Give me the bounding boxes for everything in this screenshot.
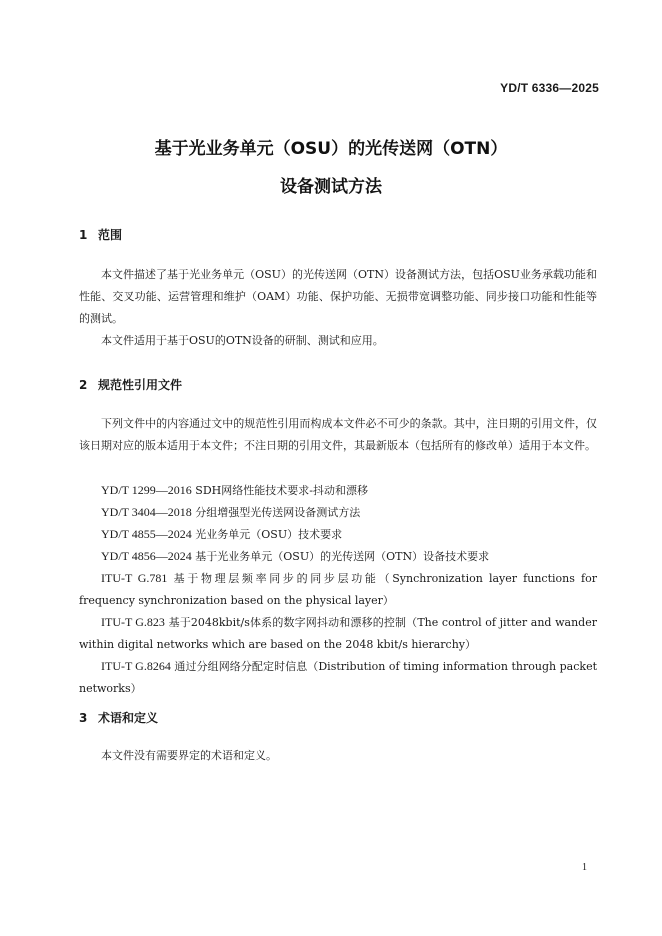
reference-title: 光业务单元（OSU）技术要求 bbox=[195, 528, 343, 541]
section-3-heading bbox=[79, 709, 158, 726]
reference-title: 分组增强型光传送网设备测试方法 bbox=[195, 506, 361, 519]
section-1-heading bbox=[79, 226, 122, 243]
reference-code: YD/T 4856—2024 bbox=[101, 549, 192, 563]
reference-item bbox=[79, 523, 597, 546]
reference-code: ITU-T G.823 bbox=[101, 615, 165, 629]
reference-title: 基于2048kbit/s体系的数字网抖动和漂移的控制（The control of jitter and wander within digital networks which are based on the 2048 kbit/s hierarchy） bbox=[79, 616, 597, 651]
reference-code: YD/T 1299—2016 bbox=[101, 483, 192, 497]
section-1-paragraph-2: 本文件适用于基于OSU的OTN设备的研制、测试和应用。 bbox=[101, 334, 384, 347]
reference-code: ITU-T G.8264 bbox=[101, 659, 171, 673]
section-3-paragraph-1: 本文件没有需要界定的术语和定义。 bbox=[101, 749, 277, 762]
section-number: 1 bbox=[79, 228, 88, 242]
reference-code: YD/T 4855—2024 bbox=[101, 527, 192, 541]
reference-title: 基于物理层频率同步的同步层功能（Synchronization layer functions for frequency synchronization based on the physical layer） bbox=[79, 572, 597, 607]
reference-title: SDH网络性能技术要求-抖动和漂移 bbox=[195, 484, 368, 497]
reference-item bbox=[79, 479, 597, 502]
section-1-paragraph-1: 本文件描述了基于光业务单元（OSU）的光传送网（OTN）设备测试方法，包括OSU业务承载功能和性能、交叉功能、运营管理和维护（OAM）功能、保护功能、无损带宽调整功能、同步接口功能和性能等的测试。 bbox=[79, 268, 597, 325]
document-title-line2: 设备测试方法 bbox=[280, 177, 382, 197]
reference-title: 基于光业务单元（OSU）的光传送网（OTN）设备技术要求 bbox=[195, 550, 490, 563]
document-title-line1: 基于光业务单元（OSU）的光传送网（OTN） bbox=[154, 139, 508, 159]
section-2-heading bbox=[79, 376, 182, 393]
reference-item bbox=[79, 611, 597, 656]
section-title: 范围 bbox=[98, 228, 123, 242]
section-2-intro: 下列文件中的内容通过文中的规范性引用而构成本文件必不可少的条款。其中，注日期的引用文件，仅该日期对应的版本适用于本文件；不注日期的引用文件，其最新版本（包括所有的修改单）适用于本文件。 bbox=[79, 417, 597, 452]
page-number: 1 bbox=[582, 862, 587, 873]
section-number: 3 bbox=[79, 711, 88, 725]
reference-code: ITU-T G.781 bbox=[101, 571, 168, 585]
standard-number: YD/T 6336—2025 bbox=[500, 81, 599, 95]
section-title: 规范性引用文件 bbox=[98, 378, 183, 392]
reference-item bbox=[79, 655, 597, 700]
reference-item bbox=[79, 545, 597, 568]
reference-title: 通过分组网络分配定时信息（Distribution of timing information through packet networks） bbox=[79, 660, 597, 695]
reference-code: YD/T 3404—2018 bbox=[101, 505, 192, 519]
reference-item bbox=[79, 501, 597, 524]
section-title: 术语和定义 bbox=[98, 711, 159, 725]
section-number: 2 bbox=[79, 378, 88, 392]
reference-item bbox=[79, 567, 597, 612]
